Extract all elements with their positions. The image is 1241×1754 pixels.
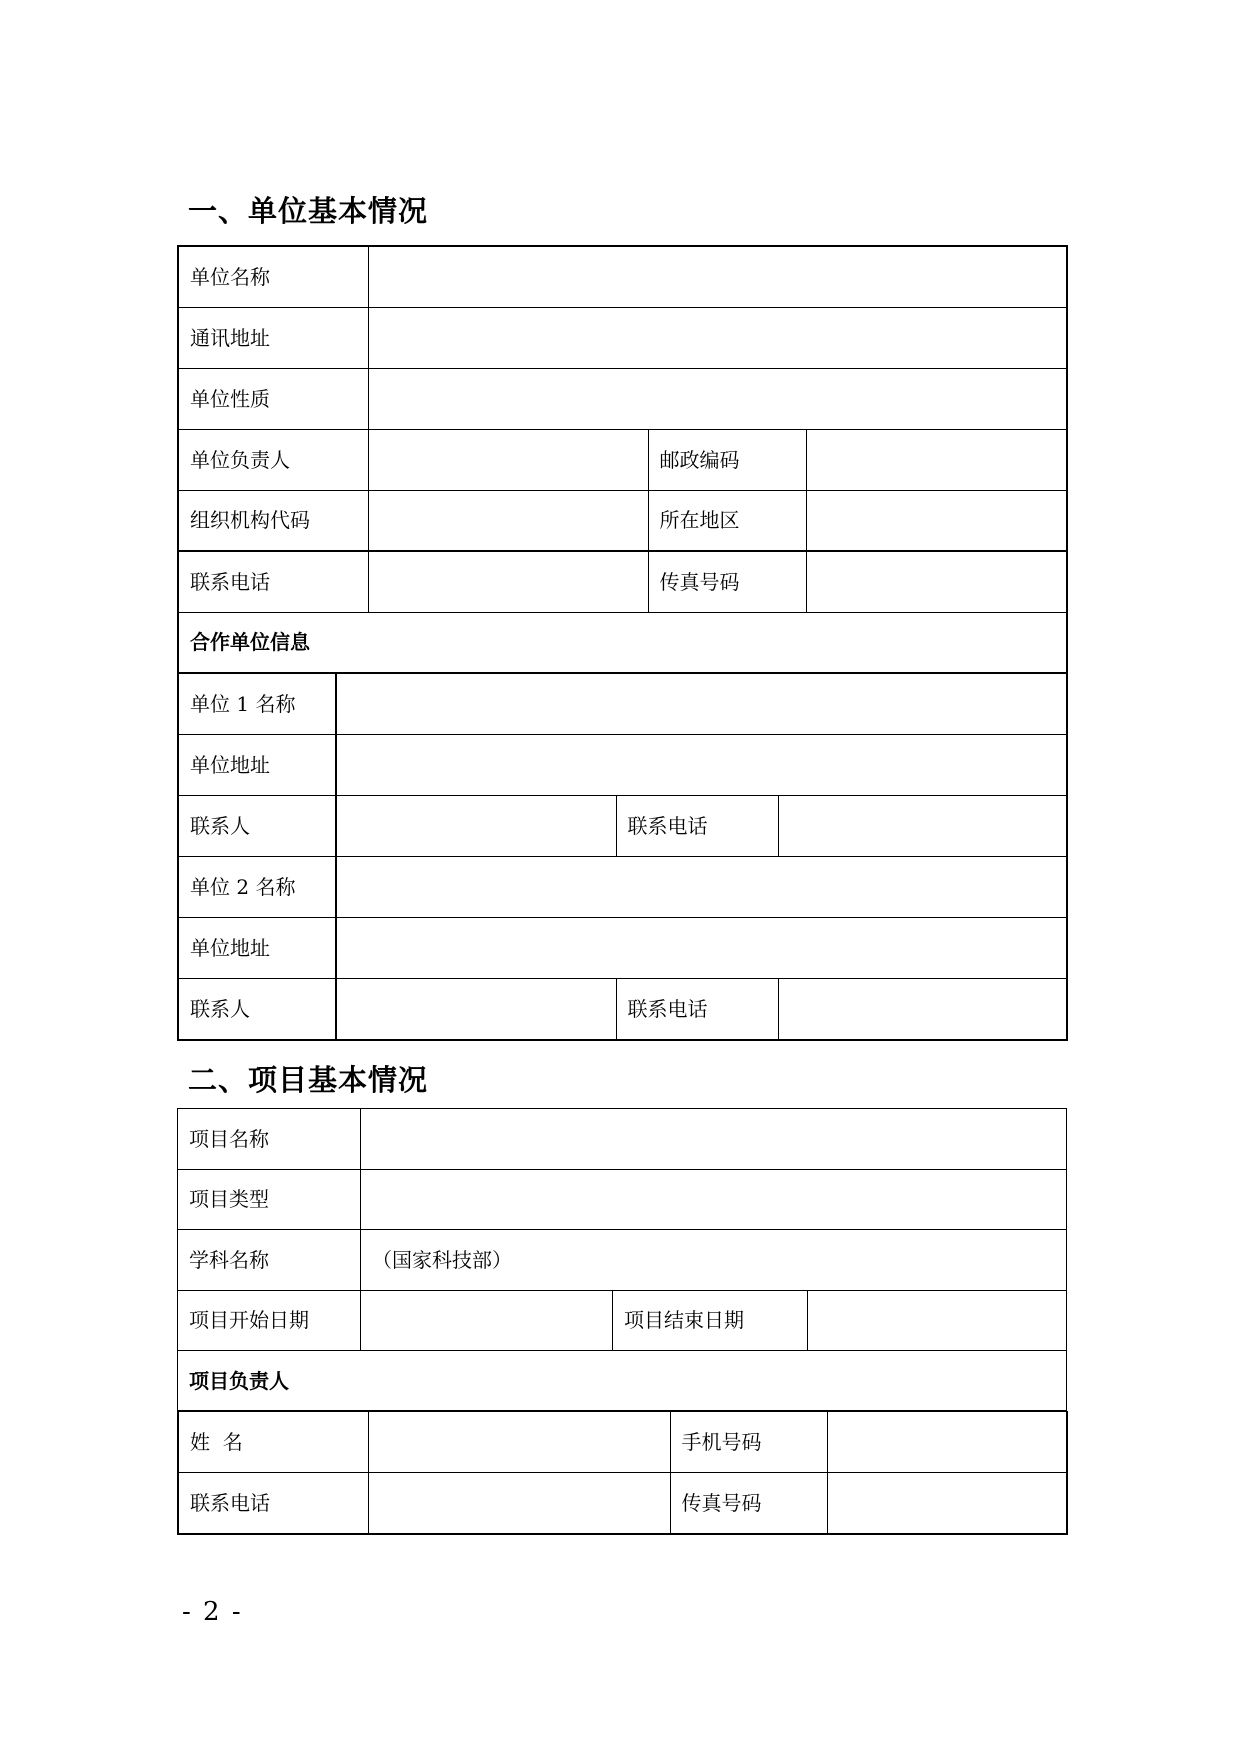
table-row <box>178 735 1067 796</box>
partner1-address-field[interactable] <box>336 735 1067 796</box>
leader-name-label: 姓 名 <box>178 1412 368 1473</box>
mobile-field[interactable] <box>827 1412 1067 1473</box>
end-date-field[interactable] <box>808 1290 1067 1351</box>
partner1-name-label: 单位 1 名称 <box>178 674 336 735</box>
discipline-field[interactable]: （国家科技部） <box>361 1230 1067 1291</box>
unit-info-table <box>177 245 1068 674</box>
project-type-label: 项目类型 <box>178 1169 361 1230</box>
partner1-contact-label: 联系人 <box>178 796 336 857</box>
partner-info-table <box>177 673 1068 1041</box>
table-row <box>178 1169 1067 1230</box>
table-row <box>178 1109 1067 1170</box>
table-row <box>178 1290 1067 1351</box>
partner1-phone-label: 联系电话 <box>616 796 778 857</box>
table-row <box>178 918 1067 979</box>
table-row <box>178 307 1067 368</box>
section-title-unit-info: 一、单位基本情况 <box>188 194 429 228</box>
leader-fax-field[interactable] <box>827 1473 1067 1534</box>
unit-nature-label: 单位性质 <box>178 368 368 429</box>
unit-name-field[interactable] <box>368 246 1067 307</box>
fax-field[interactable] <box>806 551 1067 612</box>
partner2-name-field[interactable] <box>336 857 1067 918</box>
project-leader-heading: 项目负责人 <box>178 1351 1067 1412</box>
end-date-label: 项目结束日期 <box>613 1290 808 1351</box>
partner2-address-label: 单位地址 <box>178 918 336 979</box>
start-date-field[interactable] <box>361 1290 613 1351</box>
table-row <box>178 796 1067 857</box>
table-row <box>178 246 1067 307</box>
discipline-label: 学科名称 <box>178 1230 361 1291</box>
partner1-address-label: 单位地址 <box>178 735 336 796</box>
table-row <box>178 1412 1067 1473</box>
partner2-phone-field[interactable] <box>778 979 1067 1040</box>
partner1-name-field[interactable] <box>336 674 1067 735</box>
unit-leader-field[interactable] <box>368 429 648 490</box>
partner1-phone-field[interactable] <box>778 796 1067 857</box>
unit-phone-field[interactable] <box>368 551 648 612</box>
table-row <box>178 857 1067 918</box>
table-row <box>178 429 1067 490</box>
leader-phone-label: 联系电话 <box>178 1473 368 1534</box>
fax-label: 传真号码 <box>648 551 806 612</box>
project-leader-table <box>177 1411 1068 1535</box>
postcode-label: 邮政编码 <box>648 429 806 490</box>
table-row <box>178 674 1067 735</box>
unit-name-label: 单位名称 <box>178 246 368 307</box>
page-number: - 2 - <box>182 1597 243 1627</box>
partner2-phone-label: 联系电话 <box>616 979 778 1040</box>
address-label: 通讯地址 <box>178 307 368 368</box>
table-row <box>178 612 1067 673</box>
partner-info-heading: 合作单位信息 <box>178 612 1067 673</box>
partner2-address-field[interactable] <box>336 918 1067 979</box>
unit-nature-field[interactable] <box>368 368 1067 429</box>
leader-phone-field[interactable] <box>368 1473 670 1534</box>
partner2-contact-label: 联系人 <box>178 979 336 1040</box>
org-code-field[interactable] <box>368 490 648 551</box>
project-info-table <box>177 1108 1067 1412</box>
leader-name-field[interactable] <box>368 1412 670 1473</box>
postcode-field[interactable] <box>806 429 1067 490</box>
region-field[interactable] <box>806 490 1067 551</box>
mobile-label: 手机号码 <box>670 1412 827 1473</box>
partner2-contact-field[interactable] <box>336 979 616 1040</box>
project-type-field[interactable] <box>361 1169 1067 1230</box>
unit-phone-label: 联系电话 <box>178 551 368 612</box>
table-row <box>178 979 1067 1040</box>
table-row <box>178 1230 1067 1291</box>
leader-fax-label: 传真号码 <box>670 1473 827 1534</box>
region-label: 所在地区 <box>648 490 806 551</box>
section-title-project-info: 二、项目基本情况 <box>188 1063 429 1097</box>
project-name-field[interactable] <box>361 1109 1067 1170</box>
table-row <box>178 368 1067 429</box>
table-row <box>178 1351 1067 1412</box>
address-field[interactable] <box>368 307 1067 368</box>
table-row <box>178 551 1067 612</box>
partner1-contact-field[interactable] <box>336 796 616 857</box>
org-code-label: 组织机构代码 <box>178 490 368 551</box>
table-row <box>178 1473 1067 1534</box>
start-date-label: 项目开始日期 <box>178 1290 361 1351</box>
unit-leader-label: 单位负责人 <box>178 429 368 490</box>
partner2-name-label: 单位 2 名称 <box>178 857 336 918</box>
project-name-label: 项目名称 <box>178 1109 361 1170</box>
table-row <box>178 490 1067 551</box>
